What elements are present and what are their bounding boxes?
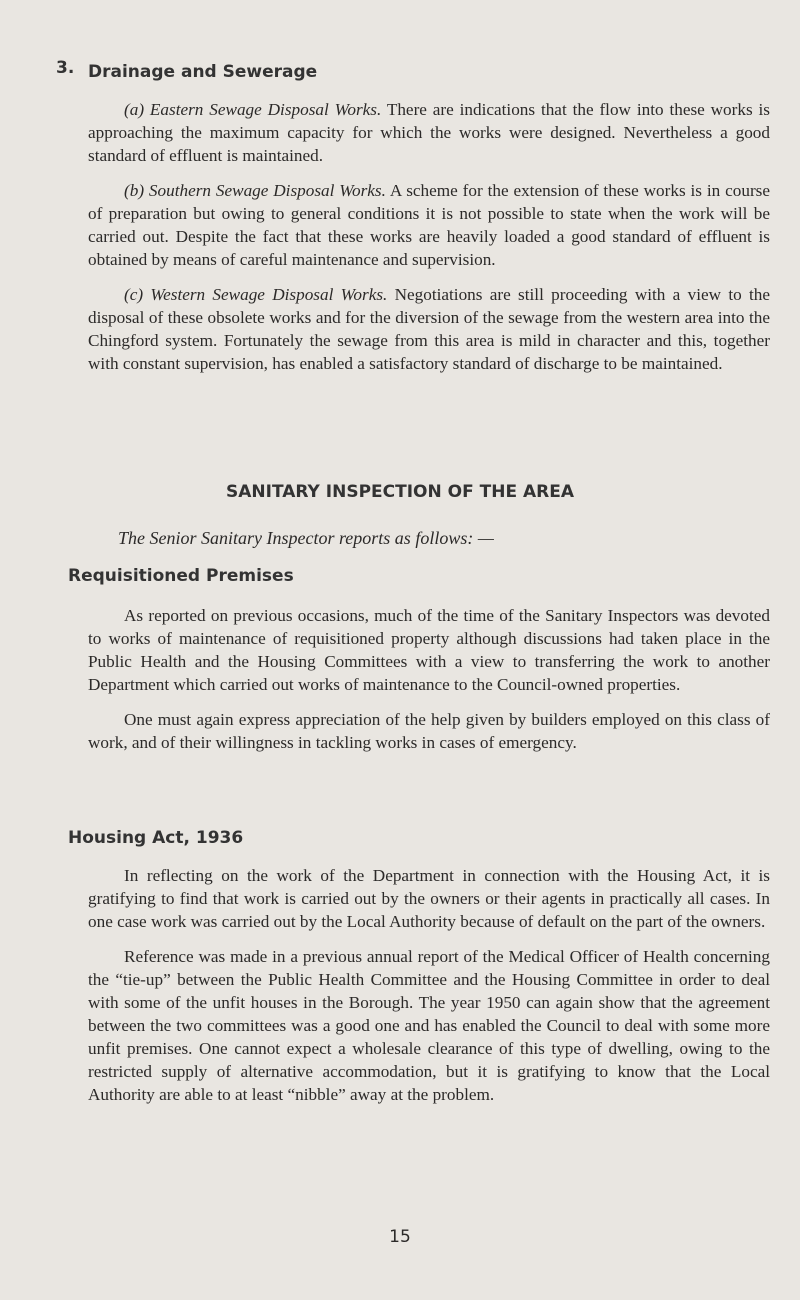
eastern-works-text: There are indications that the flow into these works is approaching the maximum capacity for which the works were designed. Nevertheless a good standard of effluent is maintained. [88, 100, 770, 165]
housing-section [88, 864, 770, 1106]
sanitary-inspection-heading: SANITARY INSPECTION OF THE AREA [226, 482, 574, 502]
southern-works-text: A scheme for the extension of these works is in course of preparation but owing to general conditions it is not possible to state when the work will be carried out. Despite the fact that these works are heavily loaded a good standard of effluent is obtained by means of careful maintenance and supervision. [88, 181, 770, 269]
western-works-text: Negotiations are still proceeding with a view to the disposal of these obsolete works and for the diversion of the sewage from the western area into the Chingford system. Fortunately the sewage from this area is mild in character and this, together with constant supervision, has enabled a satisfactory standard of discharge to be maintained. [88, 285, 771, 373]
housing-paragraph-1: In reflecting on the work of the Department in connection with the Housing Act, it is gratifying to find that work is carried out by the owners or their agents in practically all cases. In one case work was carried out by the Local Authority because of default on the part of the owners. [88, 866, 770, 931]
drainage-heading: Drainage and Sewerage [88, 62, 318, 82]
requisitioned-section [88, 604, 770, 754]
southern-works-label: (b) Southern Sewage Disposal Works. [124, 181, 386, 200]
western-works-label: (c) Western Sewage Disposal Works. [124, 285, 388, 304]
paragraph-southern-works [88, 179, 770, 271]
page-number: 15 [389, 1227, 411, 1247]
housing-paragraph-2: Reference was made in a previous annual report of the Medical Officer of Health concerning the “tie-up” between the Public Health Committee and the Housing Committee in order to deal with some of the unfit houses in the Borough. The year 1950 can again show that the agreement between the two committees was a good one and has enabled the Council to deal with some more unfit premises. One cannot expect a wholesale clearance of this type of dwelling, owing to the restricted supply of alternative accommodation, but it is gratifying to know that the Local Authority are able to at least “nibble” away at the problem. [88, 947, 770, 1104]
paragraph-eastern-works [88, 98, 770, 167]
section-number: 3. [56, 58, 75, 78]
housing-act-heading: Housing Act, 1936 [68, 828, 244, 848]
paragraph-western-works [88, 283, 770, 375]
requisitioned-heading: Requisitioned Premises [68, 566, 294, 586]
inspector-intro: The Senior Sanitary Inspector reports as follows: — [118, 528, 494, 548]
eastern-works-label: (a) Eastern Sewage Disposal Works. [124, 100, 382, 119]
requisitioned-paragraph-2: One must again express appreciation of the help given by builders employed on this class of work, and of their willingness in tackling works in cases of emergency. [88, 710, 770, 752]
drainage-section [88, 98, 770, 375]
requisitioned-paragraph-1: As reported on previous occasions, much of the time of the Sanitary Inspectors was devoted to works of maintenance of requisitioned property although discussions had taken place in the Public Health and the Housing Committees with a view to transferring the work to another Department which carried out works of maintenance to the Council-owned properties. [88, 606, 770, 694]
